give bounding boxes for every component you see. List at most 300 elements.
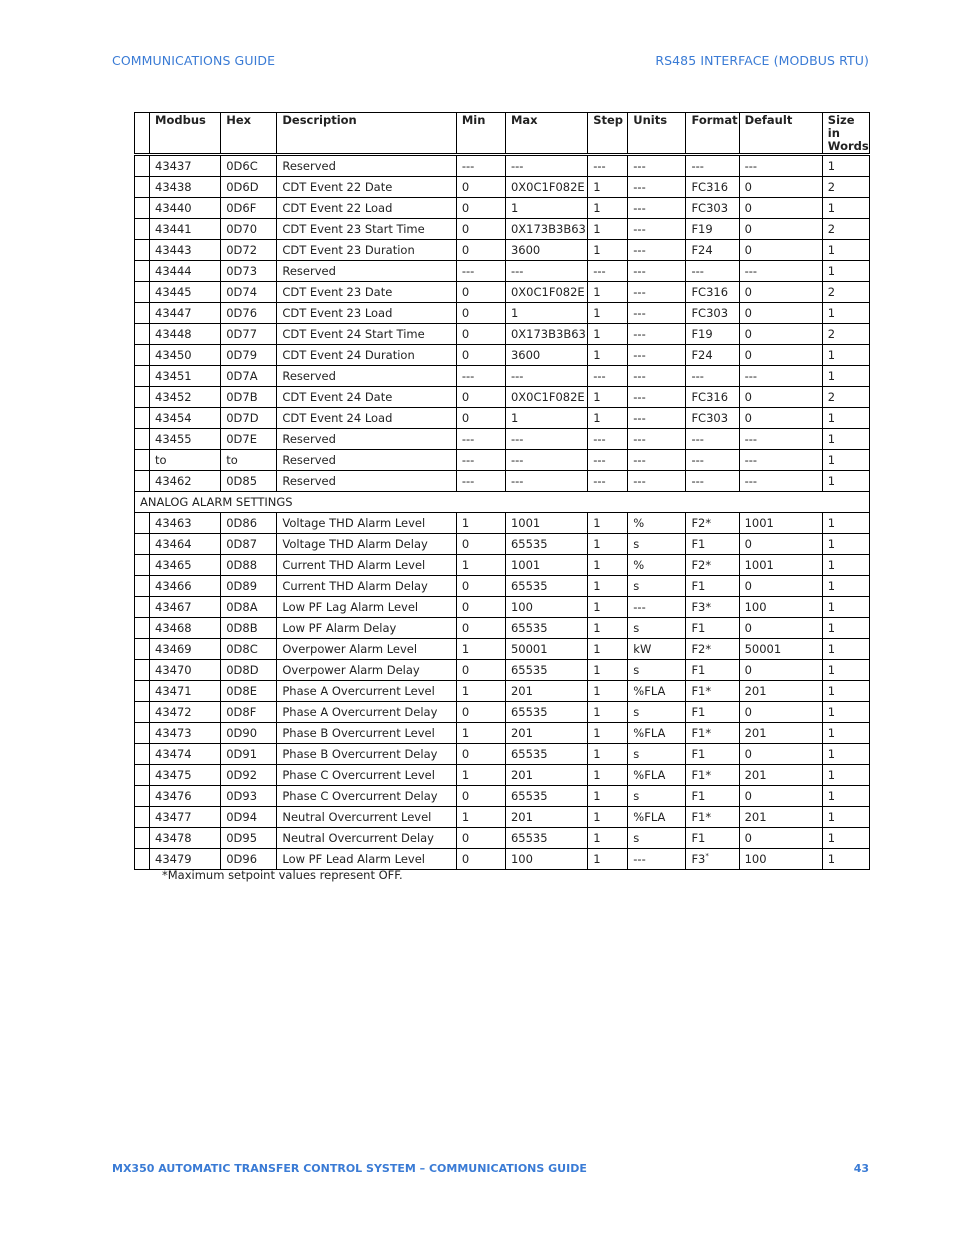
cell-description: Reserved <box>277 471 456 492</box>
cell-hex: 0D93 <box>221 786 277 807</box>
cell-hex: 0D8F <box>221 702 277 723</box>
cell-format: F1 <box>686 786 739 807</box>
cell-max: 100 <box>505 597 587 618</box>
cell-size: 1 <box>822 681 869 702</box>
cell-size: 1 <box>822 198 869 219</box>
table-row <box>135 408 870 429</box>
cell-modbus: 43454 <box>150 408 221 429</box>
cell-step: 1 <box>588 555 628 576</box>
cell-step: 1 <box>588 660 628 681</box>
cell-hex: 0D8A <box>221 597 277 618</box>
cell-default: --- <box>739 261 822 282</box>
cell-step: 1 <box>588 639 628 660</box>
cell-hex: to <box>221 450 277 471</box>
cell-hex: 0D7E <box>221 429 277 450</box>
cell-modbus: 43476 <box>150 786 221 807</box>
row-spacer <box>135 387 150 408</box>
table-row <box>135 324 870 345</box>
cell-default: 0 <box>739 828 822 849</box>
row-spacer <box>135 513 150 534</box>
cell-default: --- <box>739 155 822 177</box>
cell-default: 100 <box>739 849 822 870</box>
cell-min: 0 <box>456 387 505 408</box>
cell-format: F3* <box>686 597 739 618</box>
cell-min: --- <box>456 450 505 471</box>
row-spacer <box>135 576 150 597</box>
cell-modbus: 43455 <box>150 429 221 450</box>
cell-hex: 0D7A <box>221 366 277 387</box>
cell-hex: 0D89 <box>221 576 277 597</box>
table-row <box>135 177 870 198</box>
row-spacer <box>135 660 150 681</box>
cell-units: s <box>628 660 686 681</box>
cell-hex: 0D73 <box>221 261 277 282</box>
cell-modbus: 43470 <box>150 660 221 681</box>
cell-format: F1* <box>686 681 739 702</box>
cell-description: Phase B Overcurrent Delay <box>277 744 456 765</box>
cell-units: --- <box>628 261 686 282</box>
col-header-size: Size in Words <box>822 113 869 155</box>
section-title: ANALOG ALARM SETTINGS <box>135 492 870 513</box>
cell-description: Voltage THD Alarm Delay <box>277 534 456 555</box>
cell-modbus: 43448 <box>150 324 221 345</box>
row-spacer <box>135 597 150 618</box>
cell-description: CDT Event 23 Duration <box>277 240 456 261</box>
table-row <box>135 429 870 450</box>
cell-min: 0 <box>456 303 505 324</box>
cell-format: --- <box>686 155 739 177</box>
cell-step: 1 <box>588 723 628 744</box>
cell-min: 0 <box>456 618 505 639</box>
cell-max: --- <box>505 471 587 492</box>
cell-default: 0 <box>739 324 822 345</box>
col-header-step: Step <box>588 113 628 155</box>
table-section-analog-alarm <box>135 492 870 513</box>
cell-format: FC303 <box>686 198 739 219</box>
cell-format: --- <box>686 450 739 471</box>
cell-modbus: 43437 <box>150 155 221 177</box>
cell-default: 0 <box>739 576 822 597</box>
cell-units: % <box>628 513 686 534</box>
cell-min: 0 <box>456 702 505 723</box>
cell-size: 1 <box>822 639 869 660</box>
cell-step: 1 <box>588 387 628 408</box>
cell-format: F1 <box>686 534 739 555</box>
cell-size: 1 <box>822 786 869 807</box>
cell-hex: 0D91 <box>221 744 277 765</box>
cell-description: Current THD Alarm Delay <box>277 576 456 597</box>
cell-format: --- <box>686 366 739 387</box>
cell-size: 1 <box>822 366 869 387</box>
cell-default: --- <box>739 366 822 387</box>
cell-default: 0 <box>739 786 822 807</box>
cell-step: --- <box>588 429 628 450</box>
cell-min: 1 <box>456 555 505 576</box>
cell-units: --- <box>628 240 686 261</box>
cell-step: 1 <box>588 303 628 324</box>
cell-modbus: 43473 <box>150 723 221 744</box>
cell-max: 0X0C1F082E <box>505 387 587 408</box>
cell-min: 0 <box>456 345 505 366</box>
cell-units: %FLA <box>628 681 686 702</box>
cell-default: 201 <box>739 807 822 828</box>
cell-units: --- <box>628 198 686 219</box>
cell-step: 1 <box>588 198 628 219</box>
row-spacer <box>135 198 150 219</box>
cell-size: 1 <box>822 471 869 492</box>
table-row <box>135 744 870 765</box>
cell-hex: 0D86 <box>221 513 277 534</box>
cell-min: 0 <box>456 324 505 345</box>
cell-min: 0 <box>456 219 505 240</box>
cell-default: 201 <box>739 765 822 786</box>
cell-format: F19 <box>686 324 739 345</box>
row-spacer <box>135 702 150 723</box>
cell-description: Phase A Overcurrent Level <box>277 681 456 702</box>
table-row <box>135 303 870 324</box>
row-spacer <box>135 786 150 807</box>
cell-default: 0 <box>739 282 822 303</box>
cell-max: --- <box>505 261 587 282</box>
cell-min: 1 <box>456 513 505 534</box>
cell-default: 0 <box>739 345 822 366</box>
cell-units: %FLA <box>628 765 686 786</box>
cell-max: 1001 <box>505 513 587 534</box>
cell-size: 2 <box>822 324 869 345</box>
row-spacer <box>135 807 150 828</box>
cell-default: 201 <box>739 723 822 744</box>
table-row <box>135 471 870 492</box>
cell-size: 2 <box>822 219 869 240</box>
cell-description: CDT Event 24 Date <box>277 387 456 408</box>
cell-format: --- <box>686 429 739 450</box>
cell-units: --- <box>628 450 686 471</box>
cell-units: % <box>628 555 686 576</box>
cell-max: --- <box>505 429 587 450</box>
cell-step: 1 <box>588 177 628 198</box>
cell-size: 2 <box>822 387 869 408</box>
cell-format: FC303 <box>686 303 739 324</box>
cell-max: 0X173B3B63 <box>505 219 587 240</box>
cell-format: F1 <box>686 660 739 681</box>
cell-description: Reserved <box>277 450 456 471</box>
cell-min: 0 <box>456 408 505 429</box>
cell-size: 1 <box>822 744 869 765</box>
cell-format: --- <box>686 471 739 492</box>
cell-default: 0 <box>739 219 822 240</box>
cell-default: 0 <box>739 408 822 429</box>
cell-max: 3600 <box>505 345 587 366</box>
cell-max: 201 <box>505 765 587 786</box>
cell-modbus: 43438 <box>150 177 221 198</box>
cell-description: Reserved <box>277 429 456 450</box>
cell-max: 65535 <box>505 618 587 639</box>
cell-max: 3600 <box>505 240 587 261</box>
cell-step: --- <box>588 366 628 387</box>
cell-format: F19 <box>686 219 739 240</box>
cell-max: 201 <box>505 681 587 702</box>
cell-step: 1 <box>588 219 628 240</box>
cell-step: 1 <box>588 513 628 534</box>
cell-format: F3* <box>686 849 739 870</box>
cell-min: 1 <box>456 765 505 786</box>
cell-max: 65535 <box>505 534 587 555</box>
cell-default: 0 <box>739 702 822 723</box>
row-spacer <box>135 366 150 387</box>
cell-description: Voltage THD Alarm Level <box>277 513 456 534</box>
cell-units: --- <box>628 324 686 345</box>
row-spacer <box>135 534 150 555</box>
cell-default: --- <box>739 450 822 471</box>
row-spacer <box>135 681 150 702</box>
cell-description: Phase B Overcurrent Level <box>277 723 456 744</box>
cell-format: F2* <box>686 513 739 534</box>
cell-format: F1 <box>686 744 739 765</box>
cell-max: 201 <box>505 807 587 828</box>
table-row <box>135 366 870 387</box>
cell-description: Reserved <box>277 155 456 177</box>
cell-step: 1 <box>588 744 628 765</box>
cell-hex: 0D90 <box>221 723 277 744</box>
cell-size: 1 <box>822 240 869 261</box>
cell-max: 65535 <box>505 786 587 807</box>
cell-modbus: 43472 <box>150 702 221 723</box>
cell-format: F1 <box>686 576 739 597</box>
cell-description: CDT Event 22 Load <box>277 198 456 219</box>
cell-units: --- <box>628 387 686 408</box>
row-spacer <box>135 723 150 744</box>
table-row <box>135 849 870 870</box>
cell-max: 1001 <box>505 555 587 576</box>
row-spacer <box>135 849 150 870</box>
cell-modbus: 43451 <box>150 366 221 387</box>
cell-min: 0 <box>456 849 505 870</box>
col-header-modbus: Modbus <box>150 113 221 155</box>
cell-min: 1 <box>456 723 505 744</box>
table-row <box>135 681 870 702</box>
cell-description: Low PF Lead Alarm Level <box>277 849 456 870</box>
cell-default: 201 <box>739 681 822 702</box>
cell-format: F2* <box>686 555 739 576</box>
cell-description: Current THD Alarm Level <box>277 555 456 576</box>
cell-format: F1 <box>686 828 739 849</box>
table-row <box>135 597 870 618</box>
table-row <box>135 828 870 849</box>
cell-units: --- <box>628 155 686 177</box>
cell-min: 0 <box>456 597 505 618</box>
cell-description: Overpower Alarm Delay <box>277 660 456 681</box>
cell-step: 1 <box>588 534 628 555</box>
cell-modbus: 43450 <box>150 345 221 366</box>
cell-description: Neutral Overcurrent Level <box>277 807 456 828</box>
cell-max: 201 <box>505 723 587 744</box>
table-row <box>135 639 870 660</box>
cell-hex: 0D72 <box>221 240 277 261</box>
cell-max: 1 <box>505 408 587 429</box>
cell-format: F1* <box>686 765 739 786</box>
cell-modbus: 43444 <box>150 261 221 282</box>
cell-min: 0 <box>456 576 505 597</box>
cell-hex: 0D74 <box>221 282 277 303</box>
cell-max: 0X173B3B63 <box>505 324 587 345</box>
table-row <box>135 345 870 366</box>
cell-default: 1001 <box>739 513 822 534</box>
table-row <box>135 555 870 576</box>
row-spacer <box>135 450 150 471</box>
cell-max: 50001 <box>505 639 587 660</box>
table-row <box>135 618 870 639</box>
cell-modbus: 43471 <box>150 681 221 702</box>
row-spacer <box>135 639 150 660</box>
modbus-register-table <box>134 112 870 870</box>
row-spacer <box>135 324 150 345</box>
row-spacer <box>135 555 150 576</box>
cell-step: 1 <box>588 807 628 828</box>
cell-modbus: to <box>150 450 221 471</box>
cell-step: 1 <box>588 849 628 870</box>
cell-units: s <box>628 744 686 765</box>
cell-hex: 0D7D <box>221 408 277 429</box>
cell-hex: 0D85 <box>221 471 277 492</box>
page-number: 43 <box>853 1162 869 1175</box>
header-spacer <box>135 113 150 155</box>
table-row <box>135 387 870 408</box>
cell-default: 100 <box>739 597 822 618</box>
row-spacer <box>135 765 150 786</box>
cell-step: 1 <box>588 408 628 429</box>
cell-units: --- <box>628 282 686 303</box>
cell-step: 1 <box>588 702 628 723</box>
running-header-left: COMMUNICATIONS GUIDE <box>112 53 276 68</box>
cell-min: 0 <box>456 198 505 219</box>
cell-min: --- <box>456 155 505 177</box>
cell-description: CDT Event 23 Start Time <box>277 219 456 240</box>
table-row <box>135 219 870 240</box>
cell-modbus: 43440 <box>150 198 221 219</box>
cell-step: 1 <box>588 282 628 303</box>
row-spacer <box>135 744 150 765</box>
cell-units: s <box>628 576 686 597</box>
cell-hex: 0D8B <box>221 618 277 639</box>
running-header-right: RS485 INTERFACE (MODBUS RTU) <box>655 53 869 68</box>
cell-units: --- <box>628 429 686 450</box>
cell-units: kW <box>628 639 686 660</box>
cell-max: --- <box>505 155 587 177</box>
cell-min: 0 <box>456 660 505 681</box>
cell-format: F2* <box>686 639 739 660</box>
cell-hex: 0D76 <box>221 303 277 324</box>
cell-hex: 0D7B <box>221 387 277 408</box>
cell-units: --- <box>628 219 686 240</box>
cell-description: CDT Event 24 Duration <box>277 345 456 366</box>
table-header-row <box>135 113 870 155</box>
cell-size: 1 <box>822 702 869 723</box>
cell-min: 0 <box>456 177 505 198</box>
cell-hex: 0D88 <box>221 555 277 576</box>
cell-modbus: 43468 <box>150 618 221 639</box>
cell-units: s <box>628 828 686 849</box>
row-spacer <box>135 345 150 366</box>
cell-step: 1 <box>588 618 628 639</box>
cell-description: CDT Event 22 Date <box>277 177 456 198</box>
col-header-default: Default <box>739 113 822 155</box>
cell-default: 0 <box>739 387 822 408</box>
cell-default: 50001 <box>739 639 822 660</box>
table-row <box>135 198 870 219</box>
cell-format: FC316 <box>686 177 739 198</box>
row-spacer <box>135 303 150 324</box>
cell-description: Low PF Lag Alarm Level <box>277 597 456 618</box>
cell-units: %FLA <box>628 723 686 744</box>
col-header-max: Max <box>505 113 587 155</box>
table-row <box>135 261 870 282</box>
cell-modbus: 43469 <box>150 639 221 660</box>
cell-description: Overpower Alarm Level <box>277 639 456 660</box>
cell-modbus: 43452 <box>150 387 221 408</box>
cell-format: F1 <box>686 618 739 639</box>
cell-size: 1 <box>822 618 869 639</box>
cell-description: CDT Event 24 Start Time <box>277 324 456 345</box>
cell-hex: 0D96 <box>221 849 277 870</box>
cell-size: 1 <box>822 155 869 177</box>
table-row <box>135 282 870 303</box>
cell-size: 1 <box>822 345 869 366</box>
cell-modbus: 43474 <box>150 744 221 765</box>
cell-units: --- <box>628 849 686 870</box>
cell-max: 100 <box>505 849 587 870</box>
cell-default: 0 <box>739 618 822 639</box>
cell-modbus: 43464 <box>150 534 221 555</box>
cell-description: CDT Event 23 Load <box>277 303 456 324</box>
cell-min: 0 <box>456 744 505 765</box>
cell-format: FC303 <box>686 408 739 429</box>
cell-max: 0X0C1F082E <box>505 282 587 303</box>
cell-step: 1 <box>588 828 628 849</box>
row-spacer <box>135 828 150 849</box>
row-spacer <box>135 471 150 492</box>
cell-default: 0 <box>739 177 822 198</box>
cell-size: 1 <box>822 303 869 324</box>
cell-size: 1 <box>822 429 869 450</box>
table-row <box>135 576 870 597</box>
cell-modbus: 43475 <box>150 765 221 786</box>
cell-min: 0 <box>456 786 505 807</box>
cell-size: 1 <box>822 576 869 597</box>
table-row <box>135 450 870 471</box>
cell-hex: 0D94 <box>221 807 277 828</box>
cell-size: 1 <box>822 660 869 681</box>
cell-step: 1 <box>588 786 628 807</box>
table-row <box>135 155 870 177</box>
cell-size: 2 <box>822 282 869 303</box>
section-row <box>135 492 870 513</box>
cell-default: --- <box>739 429 822 450</box>
row-spacer <box>135 408 150 429</box>
cell-description: CDT Event 24 Load <box>277 408 456 429</box>
cell-max: 65535 <box>505 828 587 849</box>
cell-units: --- <box>628 471 686 492</box>
table-row <box>135 513 870 534</box>
cell-max: --- <box>505 366 587 387</box>
cell-step: 1 <box>588 324 628 345</box>
cell-description: Neutral Overcurrent Delay <box>277 828 456 849</box>
cell-units: s <box>628 618 686 639</box>
cell-modbus: 43447 <box>150 303 221 324</box>
row-spacer <box>135 155 150 177</box>
cell-modbus: 43445 <box>150 282 221 303</box>
cell-description: CDT Event 23 Date <box>277 282 456 303</box>
cell-units: s <box>628 786 686 807</box>
